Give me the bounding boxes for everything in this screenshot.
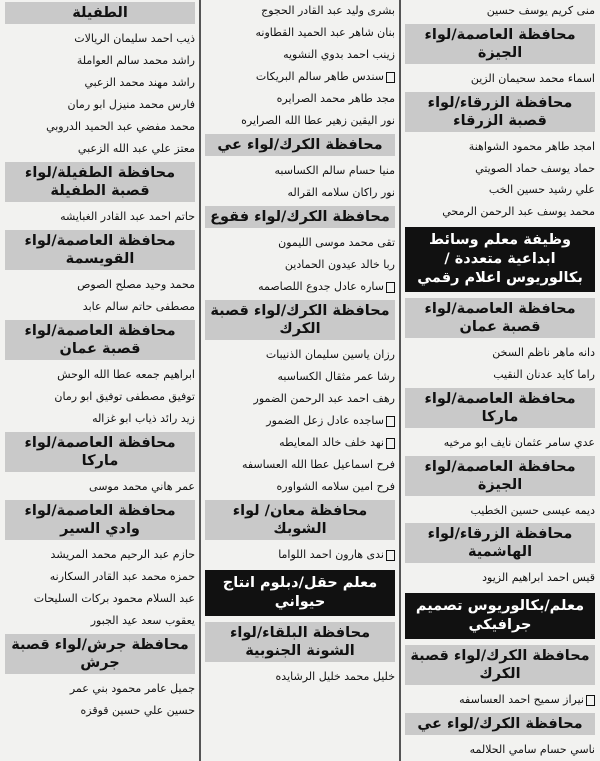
candidate-name: فارس محمد منيزل ابو رمان bbox=[67, 98, 195, 111]
district-heading: محافظة الطفيلة/لواء قصبة الطفيلة bbox=[5, 162, 195, 202]
candidate-name: جميل عامر محمود بني عمر bbox=[69, 682, 195, 695]
candidate-name: منى كريم يوسف حسين bbox=[486, 4, 595, 17]
job-title-banner: معلم حقل/دبلوم انتاج حيواني bbox=[205, 570, 395, 616]
candidate-name: عمر هاني محمد موسى bbox=[89, 480, 195, 493]
candidate-name: مصطفى حاتم سالم عابد bbox=[82, 300, 195, 313]
candidate-name: منيا حسام سالم الكساسبه bbox=[274, 164, 395, 177]
candidate-name: بنان شاهر عبد الحميد القطاونه bbox=[255, 26, 395, 39]
district-heading: محافظة العاصمة/لواء الجيزة bbox=[405, 24, 595, 64]
column-middle bbox=[202, 0, 398, 761]
column-right bbox=[402, 0, 598, 761]
candidate-name: مجد طاهر محمد الصرايره bbox=[276, 92, 395, 105]
candidate-name: حماد يوسف حماد الصويتي bbox=[475, 161, 595, 175]
candidate-name: ربا خالد عيدون الحمادين bbox=[284, 258, 395, 271]
candidate-name: ناسي حسام سامي الحلالمه bbox=[469, 743, 595, 757]
candidate-name: عدي سامر عثمان نايف ابو مرخيه bbox=[443, 435, 595, 449]
district-heading: محافظة العاصمة/لواء وادي السير bbox=[5, 500, 195, 540]
district-heading: محافظة الكرك/لواء عي bbox=[405, 713, 595, 735]
candidate-name: نهد خلف خالد المعايطه bbox=[205, 436, 395, 450]
candidate-name: معتز علي عبد الله الزعبي bbox=[77, 142, 195, 155]
job-title-banner: وظيفة معلم وسائط ابداعية متعددة /بكالوريوس اعلام رقمي bbox=[405, 227, 595, 292]
district-heading: محافظة الكرك/لواء قصبة الكرك bbox=[205, 300, 395, 340]
candidate-name: حاتم احمد عبد القادر الغبايشه bbox=[60, 210, 195, 223]
candidate-name: محمد وحيد مصلح الصوص bbox=[77, 278, 195, 291]
candidate-name: راما كايد عدنان النقيب bbox=[493, 367, 595, 381]
column-divider bbox=[199, 0, 201, 761]
district-heading: محافظة الكرك/لواء فقوع bbox=[205, 206, 395, 228]
job-title-banner: معلم/بكالوريوس تصميم جرافيكي bbox=[405, 593, 595, 639]
candidate-name: دانه ماهر ناظم السخن bbox=[492, 346, 595, 360]
candidate-name: توفيق مصطفى توفيق ابو رمان bbox=[54, 390, 195, 403]
candidate-name: ديمه عيسى حسين الخطيب bbox=[470, 503, 595, 517]
candidate-name: بشرى وليد عبد القادر الحجوج bbox=[261, 4, 395, 17]
district-heading: محافظة العاصمة/لواء ماركا bbox=[405, 388, 595, 428]
candidate-name: محمد يوسف عبد الرحمن الرمحي bbox=[442, 205, 595, 219]
district-heading: محافظة الكرك/لواء عي bbox=[205, 134, 395, 156]
district-heading: محافظة جرش/لواء قصبة جرش bbox=[5, 634, 195, 674]
district-heading: محافظة الكرك/لواء قصبة الكرك bbox=[405, 645, 595, 685]
candidate-name: حسين علي حسين قوقزه bbox=[80, 704, 195, 717]
candidate-name: خليل محمد خليل الرشايده bbox=[275, 670, 395, 683]
candidate-name: عبد السلام محمود بركات السليحات bbox=[33, 592, 195, 605]
candidate-name: نيراز سميح احمد العساسفه bbox=[405, 693, 595, 707]
district-heading: الطفيلة bbox=[5, 2, 195, 24]
candidate-name: راشد مهند محمد الزعبي bbox=[84, 76, 195, 89]
district-heading: محافظة معان/ لواء الشوبك bbox=[205, 500, 395, 540]
candidate-name: ندى هارون احمد اللواما bbox=[205, 548, 395, 562]
candidate-name: قيس احمد ابراهيم الزيود bbox=[482, 571, 595, 585]
candidate-name: ساره عادل جدوع اللصاصمه bbox=[205, 280, 395, 294]
candidate-name: رشا عمر مثقال الكساسبه bbox=[277, 370, 395, 383]
district-heading: محافظة العاصمة/لواء قصبة عمان bbox=[5, 320, 195, 360]
district-heading: محافظة العاصمة/لواء قصبة عمان bbox=[405, 298, 595, 338]
column-divider bbox=[399, 0, 401, 761]
candidate-name: تقى محمد موسى الليمون bbox=[278, 236, 395, 249]
district-heading: محافظة العاصمة/لواء ماركا bbox=[5, 432, 195, 472]
candidate-name: رهف احمد عبد الرحمن الضمور bbox=[253, 392, 395, 405]
candidate-name: محمد مفضي عبد الحميد الدروبي bbox=[46, 120, 195, 133]
candidate-name: زينب احمد بدوي النشويه bbox=[283, 48, 395, 61]
district-heading: محافظة العاصمة/لواء القويسمة bbox=[5, 230, 195, 270]
candidate-name: يعقوب سعد عيد الجبور bbox=[90, 614, 195, 627]
candidate-name: ابراهيم جمعه عطا الله الوحش bbox=[57, 368, 195, 381]
candidate-name: راشد محمد سالم العواملة bbox=[76, 54, 195, 67]
candidate-name: نور راكان سلامه القراله bbox=[287, 186, 395, 199]
district-heading: محافظة الزرقاء/لواء الهاشمية bbox=[405, 523, 595, 563]
candidate-name: زيد رائد ذياب ابو غزاله bbox=[92, 412, 195, 425]
candidate-name: ساجده عادل زعل الضمور bbox=[205, 414, 395, 428]
candidate-name: ذيب احمد سليمان الريالات bbox=[74, 32, 195, 45]
candidate-name: نور اليقين زهير عطا الله الصرايره bbox=[241, 114, 395, 127]
candidate-name: حمزه محمد عبد القادر السكارنه bbox=[49, 570, 195, 583]
column-left bbox=[2, 0, 198, 761]
candidate-name: امجد طاهر محمود الشواهنة bbox=[468, 139, 595, 153]
district-heading: محافظة الزرقاء/لواء قصبة الزرقاء bbox=[405, 92, 595, 132]
candidate-name: فرح امين سلامه الشواوره bbox=[276, 480, 395, 493]
candidate-name: اسماء محمد سحيمان الزين bbox=[470, 71, 595, 85]
district-heading: محافظة البلقاء/لواء الشونة الجنوبية bbox=[205, 622, 395, 662]
district-heading: محافظة العاصمة/لواء الجيزة bbox=[405, 456, 595, 496]
candidate-name: سندس طاهر سالم البريكات bbox=[205, 70, 395, 84]
candidate-name: علي رشيد حسين الخب bbox=[488, 183, 595, 197]
candidate-name: رزان ياسين سليمان الذنيبات bbox=[265, 348, 395, 361]
candidate-name: فرح اسماعيل عطا الله العساسفه bbox=[241, 458, 395, 471]
candidate-name: حازم عبد الرحيم محمد المريشد bbox=[50, 548, 195, 561]
